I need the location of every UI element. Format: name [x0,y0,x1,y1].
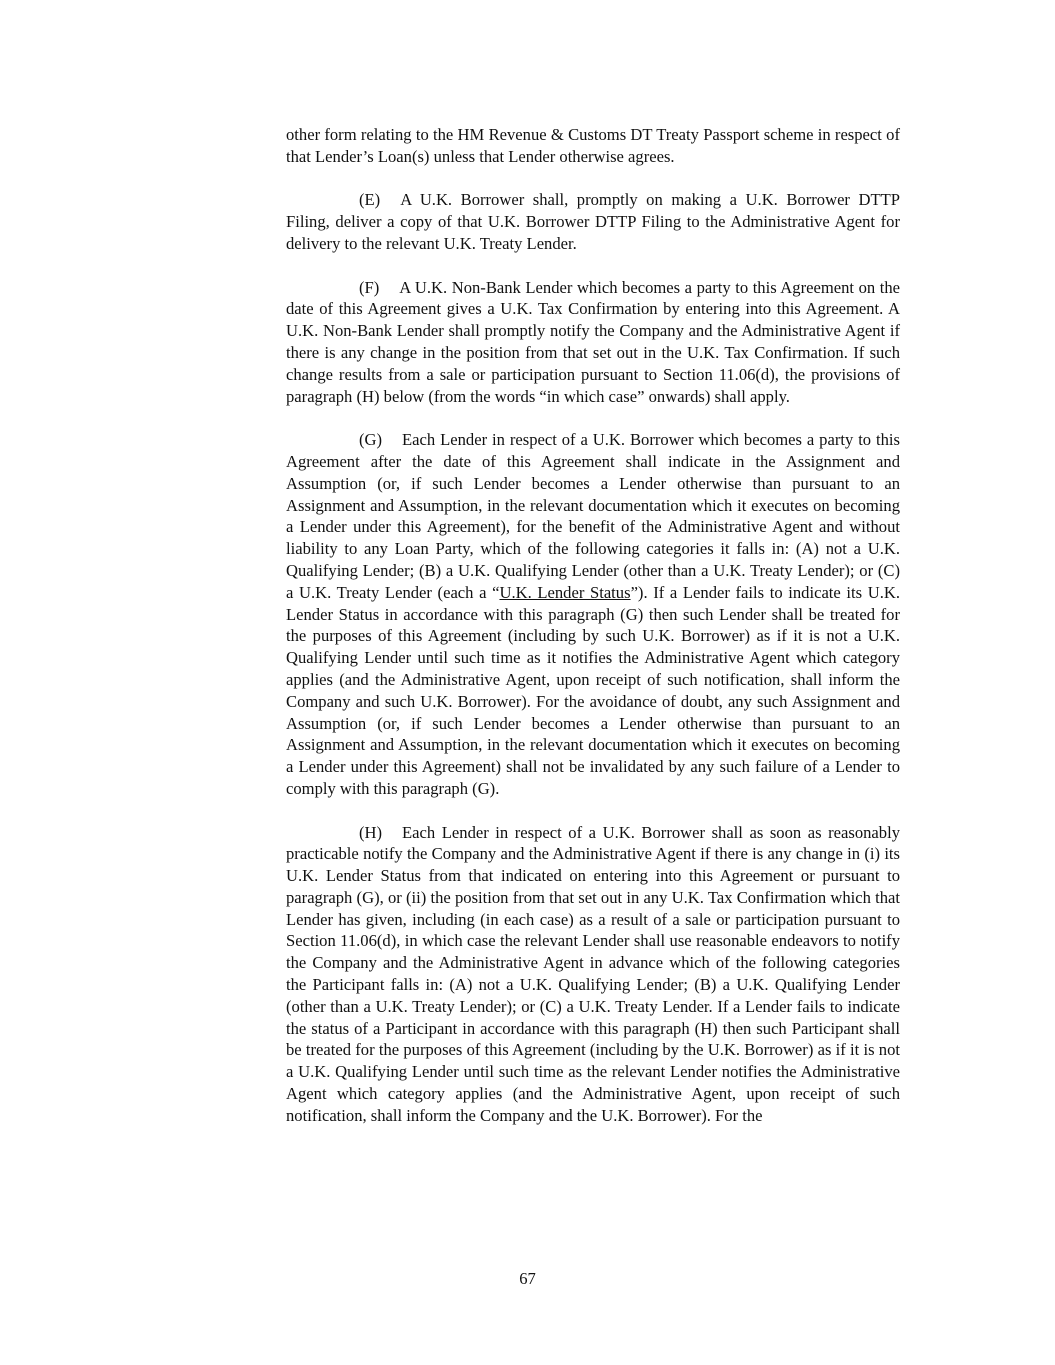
paragraph-e-text: A U.K. Borrower shall, promptly on making a U.K. Borrower DTTP Filing, deliver a copy of that U.K. Borrower DTTP Filing to the Administrative Agent for delivery to the relevant U.K. Treaty Lender. [286,190,900,253]
paragraph-g-text-before: Each Lender in respect of a U.K. Borrower which becomes a party to this Agreement after the date of this Agreement shall indicate in the Assignment and Assumption (or, if such Lender becomes a Lender otherwise than pursuant to an Assignment and Assumption, in the relevant documentation which it executes on becoming a Lender under this Agreement), for the benefit of the Administrative Agent and without liability to any Loan Party, which of the following categories it falls in: (A) not a U.K. Qualifying Lender; (B) a U.K. Qualifying Lender (other than a U.K. Treaty Lender); or (C) a U.K. Treaty Lender (each a “ [286,430,900,602]
paragraph-f-text: A U.K. Non-Bank Lender which becomes a party to this Agreement on the date of this Agreement gives a U.K. Tax Confirmation by entering into this Agreement. A U.K. Non-Bank Lender shall promptly notify the Company and the Administrative Agent if there is any change in the position from that set out in the U.K. Tax Confirmation. If such change results from a sale or participation pursuant to Section 11.06(d), the provisions of paragraph (H) below (from the words “in which case” onwards) shall apply. [286,277,900,406]
paragraph-f [286,277,900,408]
paragraph-h [286,822,900,1127]
paragraph-g-marker: (G) [359,430,383,450]
paragraph-e [286,189,900,254]
page-body [286,124,900,1148]
paragraph-f-marker: (F) [359,277,380,297]
paragraph-h-marker: (H) [359,822,383,842]
continuation-paragraph: other form relating to the HM Revenue & Customs DT Treaty Passport scheme in respect of that Lender’s Loan(s) unless that Lender otherwise agrees. [286,125,900,166]
defined-term-uk-lender-status: U.K. Lender Status [499,582,631,602]
page-number: 67 [519,1269,536,1288]
paragraph-e-marker: (E) [359,190,381,210]
paragraph-g [286,429,900,800]
paragraph-g-text-after: ”). If a Lender fails to indicate its U.K. Lender Status in accordance with this paragraph (G) then such Lender shall be treated for the purposes of this Agreement (including by such U.K. Borrower) as if it is not a U.K. Qualifying Lender until such time as it notifies the Administrative Agent which category applies (and the Administrative Agent, upon receipt of such notification, shall inform the Company and such U.K. Borrower). For the avoidance of doubt, any such Assignment and Assumption (or, if such Lender becomes a Lender otherwise than pursuant to an Assignment and Assumption, in the relevant documentation which it executes on becoming a Lender under this Agreement) shall not be invalidated by any such failure of a Lender to comply with this paragraph (G). [286,582,900,798]
paragraph-h-text: Each Lender in respect of a U.K. Borrower shall as soon as reasonably practicable notify the Company and the Administrative Agent if there is any change in (i) its U.K. Lender Status from that indicated on entering into this Agreement or pursuant to paragraph (G), or (ii) the position from that set out in any U.K. Tax Confirmation which that Lender has given, including (in each case) as a result of a sale or participation pursuant to Section 11.06(d), in which case the relevant Lender shall use reasonable endeavors to notify the Company and the Administrative Agent in advance which of the following categories the Participant falls in: (A) not a U.K. Qualifying Lender; (B) a U.K. Qualifying Lender (other than a U.K. Treaty Lender); or (C) a U.K. Treaty Lender. If a Lender fails to indicate the status of a Participant in accordance with this paragraph (H) then such Participant shall be treated for the purposes of this Agreement (including by the U.K. Borrower) as if it is not a U.K. Qualifying Lender until such time as the relevant Lender notifies the Administrative Agent which category applies (and the Administrative Agent, upon receipt of such notification, shall inform the Company and the U.K. Borrower). For the [286,822,900,1125]
